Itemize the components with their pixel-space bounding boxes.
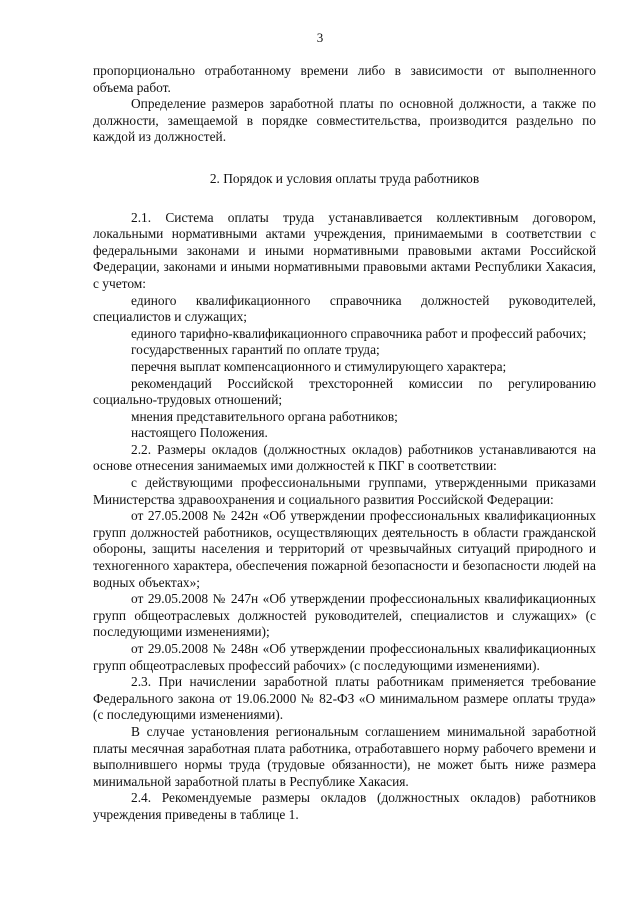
order-247n: от 29.05.2008 № 247н «Об утверждении профессиональных квалификационных групп общеотраслевых должностей руководителей, специалистов и служащих» (с последующими изменениями); bbox=[93, 591, 596, 640]
order-248n: от 29.05.2008 № 248н «Об утверждении профессиональных квалификационных групп общеотраслевых профессий рабочих» (с последующими изменениями). bbox=[93, 641, 596, 673]
order-242n: от 27.05.2008 № 242н «Об утверждении профессиональных квалификационных групп должностей работников, осуществляющих деятельность в области гражданской обороны, защиты населения и территорий от чрезвычайных ситуаций природного и техногенного характера, обеспечения пожарной безопасности и безопасности людей на водных объектах»; bbox=[93, 508, 596, 590]
list-item-this-regulation: настоящего Положения. bbox=[131, 425, 268, 441]
paragraph-continuation: пропорционально отработанному времени либо в зависимости от выполненного объема работ. bbox=[93, 63, 596, 95]
list-item-state-guarantees: государственных гарантий по оплате труда; bbox=[131, 342, 380, 358]
list-item-representative-opinion: мнения представительного органа работников; bbox=[131, 408, 398, 424]
list-item-tariff-handbook: единого тарифно-квалификационного справочника работ и профессий рабочих; bbox=[131, 325, 587, 341]
paragraph-2-1: 2.1. Система оплаты труда устанавливается коллективным договором, локальными нормативными актами учреждения, принимаемыми в соответствии с федеральными законами и иными нормативными правовыми актами Российской Федерации, законами и иными нормативными правовыми актами Республики Хакасия, с учетом: bbox=[93, 209, 596, 291]
list-item-qualification-handbook: единого квалификационного справочника должностей руководителей, специалистов и служащих; bbox=[93, 292, 596, 325]
document-body bbox=[93, 63, 596, 824]
paragraph-2-4: 2.4. Рекомендуемые размеры окладов (должностных окладов) работников учреждения приведены в таблице 1. bbox=[93, 790, 596, 822]
paragraph-separate-calculation: Определение размеров заработной платы по основной должности, а также по должности, замещаемой в порядке совместительства, производится раздельно по каждой из должностей. bbox=[93, 96, 596, 145]
paragraph-2-2: 2.2. Размеры окладов (должностных окладов) работников устанавливаются на основе отнесения занимаемых ими должностей к ПКГ в соответствии: bbox=[93, 441, 596, 474]
paragraph-professional-groups: с действующими профессиональными группами, утвержденными приказами Министерства здравоохранения и социального развития Российской Федерации: bbox=[93, 475, 596, 507]
list-item-commission-recommendations: рекомендаций Российской трехсторонней комиссии по регулированию социально-трудовых отношений; bbox=[93, 375, 596, 408]
paragraph-minimum-wage: В случае установления региональным соглашением минимальной заработной платы месячная заработная плата работника, отработавшего норму рабочего времени и выполнившего нормы труда (трудовые обязанности), не может быть ниже размера минимальной заработной платы в Республике Хакасия. bbox=[93, 723, 596, 789]
page-number: 3 bbox=[316, 30, 324, 45]
list-item-payments-list: перечня выплат компенсационного и стимулирующего характера; bbox=[131, 358, 507, 374]
section-heading: 2. Порядок и условия оплаты труда работников bbox=[209, 170, 480, 186]
paragraph-2-3: 2.3. При начислении заработной платы работникам применяется требование Федерального закона от 19.06.2000 № 82-ФЗ «О минимальном размере оплаты труда» (с последующими изменениями). bbox=[93, 674, 596, 723]
